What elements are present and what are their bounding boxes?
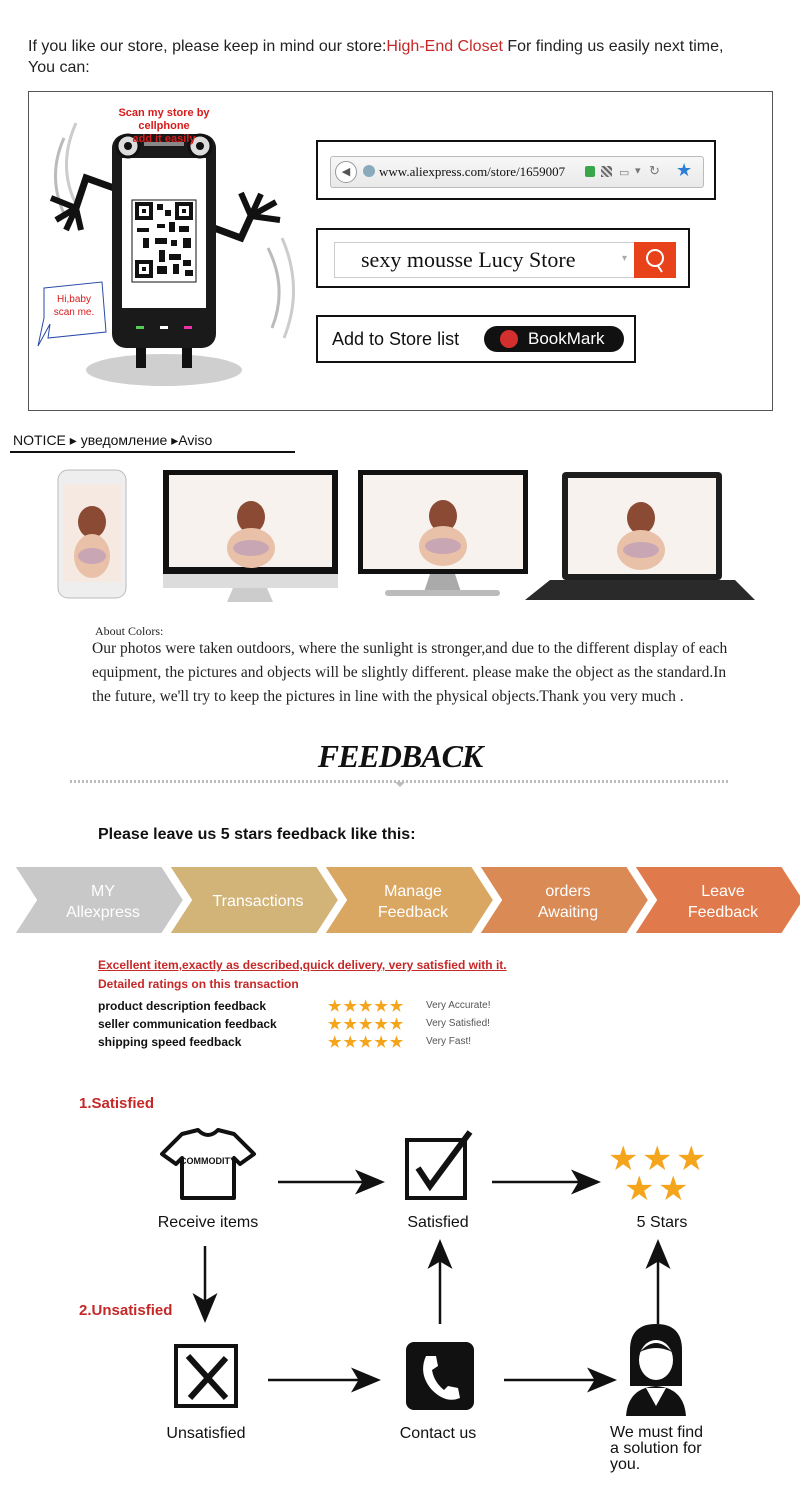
rating-row [98,1033,518,1051]
reader-icon: ▭ [619,167,630,179]
five-stars-label: 5 Stars [636,1214,688,1231]
about-colors-body: Our photos were taken outdoors, where the sunlight is stronger,and due to the different display of each equipment, the pictures and objects will be slightly different. please make the object as the standard.In the future, we'll try to keep the pictures in line with the physical objects.Thank you very much . [92,640,728,705]
star-bookmark-icon[interactable]: ★ [676,160,693,180]
contact-us-label: Contact us [399,1425,477,1442]
rating-stars: ★★★★★ [328,1034,406,1051]
feedback-instruction: Please leave us 5 stars feedback like this: [98,826,416,843]
scan-hint-line2: add it easily [132,133,196,145]
scan-hint-line1: Scan my store by cellphone [118,107,210,132]
rating-label: product description feedback [98,999,267,1013]
refresh-icon[interactable]: ↻ [649,163,660,178]
feedback-step-label: Feedback [377,904,449,921]
feedback-title: FEEDBACK [317,738,483,774]
solution-line1: We must find [610,1424,704,1441]
feedback-step [324,866,494,934]
devices-illustration [55,466,760,616]
cross-box-icon [176,1346,236,1406]
add-to-store-list-box [316,315,636,363]
hi-baby-line2: scan me. [53,307,95,318]
bookmark-button[interactable] [484,326,624,352]
ratings-sample [98,958,518,1051]
search-icon [634,242,676,278]
browser-url-box [316,140,716,200]
five-stars-icon [608,1139,706,1209]
unsatisfied-heading: 2.Unsatisfied [79,1302,173,1319]
feedback-step-label: Leave [701,883,745,900]
scan-hint [96,107,232,146]
feedback-step-chevron [14,866,184,934]
feedback-steps [14,866,800,936]
feedback-step-label: Feedback [687,904,759,921]
feedback-step-label: Awaiting [537,904,599,921]
divider-pointer-icon [395,782,405,787]
feedback-step-chevron [479,866,649,934]
monitor-device [358,470,528,596]
support-agent-icon [626,1324,686,1416]
commodity-label-text: COMMODITY [180,1156,236,1166]
rating-word: Very Accurate! [426,1000,491,1011]
hi-baby-bubble [44,293,104,319]
svg-text:★: ★ [624,1169,655,1209]
hi-baby-line1: Hi,baby [57,294,91,305]
laptop-device [525,472,755,600]
rating-label: seller communication feedback [98,1017,277,1031]
notice-divider [10,451,295,453]
detailed-ratings-title: Detailed ratings on this transaction [98,977,299,991]
satisfied-label: Satisfied [407,1214,469,1231]
imac-device [163,470,338,602]
feedback-step-label: Allexpress [66,904,140,921]
intro-line2: You can: [28,59,90,76]
svg-text:★: ★ [642,1139,673,1179]
rating-word: Very Fast! [426,1036,472,1047]
store-search-box [316,228,690,288]
qr-small-icon [601,166,612,177]
feedback-step-label: orders [545,883,591,900]
feedback-step-chevron [324,866,494,934]
notice-heading: NOTICE ▸ уведомление ▸Aviso [13,432,213,448]
about-colors-title: About Colors: [95,624,164,638]
rating-label: shipping speed feedback [98,1035,242,1049]
feedback-step-label: MY [91,883,115,900]
chevron-down-icon[interactable]: ▾ [621,253,627,264]
bookmark-heart-icon [500,330,518,348]
smartphone-device [58,470,126,598]
globe-icon [363,165,375,177]
feedback-step [169,866,339,934]
search-input-value: sexy mousse Lucy Store [361,247,576,272]
add-to-store-list-label: Add to Store list [332,329,460,349]
sample-comment: Excellent item,exactly as described,quick delivery, very satisfied with it. [98,958,507,972]
satisfied-heading: 1.Satisfied [79,1095,155,1112]
intro-text [28,36,788,78]
dropdown-arrow-icon[interactable]: ▾ [635,165,641,177]
svg-text:★: ★ [676,1139,707,1179]
back-arrow-icon[interactable]: ◀ [335,161,357,183]
rating-word: Very Satisfied! [426,1018,490,1029]
feedback-step-label: Manage [384,883,442,900]
qr-code [132,200,196,282]
solution-label [610,1425,770,1473]
feedback-step-chevron [634,866,800,934]
rating-stars: ★★★★★ [328,1016,406,1033]
checkbox-checked-icon [407,1132,470,1198]
feedback-step [634,866,800,934]
receive-items-label: Receive items [157,1214,259,1231]
rating-row [98,997,518,1015]
shield-icon [585,166,595,177]
feedback-step [14,866,184,934]
store-name[interactable]: High-End Closet [386,38,503,55]
url-text[interactable]: www.aliexpress.com/store/1659007 [379,164,566,179]
rating-row [98,1015,518,1033]
svg-text:★: ★ [658,1169,689,1209]
url-bar[interactable] [330,156,704,188]
intro-line1-prefix: If you like our store, please keep in mind our store: [28,38,387,55]
solution-line3: you. [610,1456,641,1473]
bookmark-button-label: BookMark [528,329,605,348]
unsatisfied-label: Unsatisfied [166,1425,246,1442]
intro-line1-suffix: For finding us easily next time, [502,38,724,55]
search-button[interactable] [634,242,676,278]
feedback-step [479,866,649,934]
feedback-step-label: Transactions [212,893,304,910]
phone-icon [406,1342,474,1410]
search-input[interactable] [334,242,636,278]
solution-line2: a solution for [610,1440,702,1457]
svg-text:★: ★ [608,1139,639,1179]
rating-stars: ★★★★★ [328,998,406,1015]
